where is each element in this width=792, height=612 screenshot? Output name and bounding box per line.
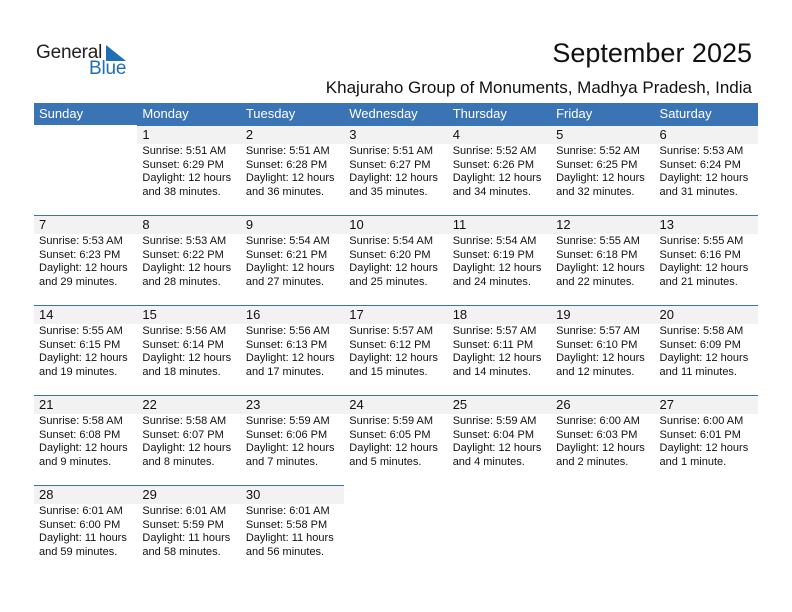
weekday-header-sunday: Sunday bbox=[39, 106, 84, 121]
sunrise-text: Sunrise: 5:57 AM bbox=[556, 325, 640, 337]
daylight-text: Daylight: 12 hours bbox=[245, 172, 335, 185]
sunrise-text: Sunrise: 5:57 AM bbox=[452, 325, 537, 337]
daylight-text: Daylight: 11 hours bbox=[245, 532, 334, 545]
day-number: 13 bbox=[655, 216, 758, 234]
daylight-minutes-text: and 14 minutes. bbox=[452, 365, 531, 378]
sunset-text: Sunset: 6:19 PM bbox=[452, 248, 535, 261]
daylight-minutes-text: and 27 minutes. bbox=[245, 275, 325, 288]
day-cell bbox=[655, 215, 758, 305]
day-cell bbox=[34, 305, 137, 395]
sunset-text: Sunset: 6:04 PM bbox=[452, 428, 535, 441]
sunset-text: Sunset: 6:07 PM bbox=[142, 428, 224, 441]
sunset-text: Sunset: 6:23 PM bbox=[39, 248, 121, 261]
day-info bbox=[551, 414, 654, 469]
daylight-text: Daylight: 12 hours bbox=[452, 262, 542, 275]
day-info bbox=[344, 414, 447, 469]
daylight-minutes-text: and 18 minutes. bbox=[142, 365, 221, 378]
daylight-minutes-text: and 11 minutes. bbox=[659, 365, 737, 378]
daylight-minutes-text: and 15 minutes. bbox=[349, 365, 428, 378]
day-number: 30 bbox=[241, 486, 344, 504]
day-info bbox=[241, 144, 344, 199]
day-info bbox=[655, 234, 758, 289]
sunrise-text: Sunrise: 6:01 AM bbox=[142, 505, 227, 517]
sunrise-text: Sunrise: 5:54 AM bbox=[245, 235, 330, 247]
week-row bbox=[34, 305, 758, 395]
day-info bbox=[448, 234, 551, 289]
day-cell bbox=[34, 395, 137, 485]
daylight-minutes-text: and 22 minutes. bbox=[556, 275, 635, 288]
sunrise-text: Sunrise: 5:55 AM bbox=[39, 325, 123, 337]
daylight-text: Daylight: 12 hours bbox=[142, 442, 232, 455]
day-number: 9 bbox=[241, 216, 344, 234]
daylight-text: Daylight: 12 hours bbox=[245, 262, 335, 275]
day-info bbox=[551, 324, 654, 379]
week-row bbox=[34, 485, 758, 575]
day-cell bbox=[241, 305, 344, 395]
day-info bbox=[137, 504, 240, 559]
day-cell bbox=[655, 125, 758, 215]
sunset-text: Sunset: 6:09 PM bbox=[659, 338, 741, 351]
daylight-text: Daylight: 12 hours bbox=[349, 172, 438, 185]
week-row bbox=[34, 395, 758, 485]
day-number: 1 bbox=[137, 126, 240, 144]
weekday-header-row bbox=[34, 103, 758, 125]
empty-day-cell bbox=[34, 125, 137, 215]
sunrise-text: Sunrise: 5:54 AM bbox=[452, 235, 537, 247]
day-cell bbox=[137, 485, 240, 575]
daylight-text: Daylight: 12 hours bbox=[659, 262, 749, 275]
day-cell bbox=[448, 395, 551, 485]
daylight-text: Daylight: 12 hours bbox=[245, 352, 335, 365]
daylight-text: Daylight: 12 hours bbox=[659, 352, 749, 365]
weekday-header-tuesday: Tuesday bbox=[245, 106, 296, 121]
sunrise-text: Sunrise: 5:56 AM bbox=[245, 325, 330, 337]
sunset-text: Sunset: 6:13 PM bbox=[245, 338, 328, 351]
sunset-text: Sunset: 6:06 PM bbox=[245, 428, 328, 441]
daylight-text: Daylight: 12 hours bbox=[556, 262, 645, 275]
daylight-minutes-text: and 5 minutes. bbox=[349, 455, 422, 468]
day-info bbox=[137, 414, 240, 469]
sunrise-text: Sunrise: 5:53 AM bbox=[659, 145, 744, 157]
daylight-minutes-text: and 38 minutes. bbox=[142, 185, 221, 198]
day-number: 3 bbox=[344, 126, 447, 144]
day-number: 20 bbox=[655, 306, 758, 324]
weekday-header-monday: Monday bbox=[142, 106, 189, 121]
sunrise-text: Sunrise: 5:57 AM bbox=[349, 325, 434, 337]
daylight-minutes-text: and 25 minutes. bbox=[349, 275, 428, 288]
day-cell bbox=[344, 215, 447, 305]
sunrise-text: Sunrise: 5:59 AM bbox=[245, 415, 330, 427]
daylight-minutes-text: and 12 minutes. bbox=[556, 365, 635, 378]
day-cell bbox=[655, 305, 758, 395]
daylight-minutes-text: and 28 minutes. bbox=[142, 275, 221, 288]
day-cell bbox=[448, 305, 551, 395]
daylight-text: Daylight: 12 hours bbox=[349, 442, 438, 455]
day-info bbox=[34, 234, 137, 289]
daylight-minutes-text: and 7 minutes. bbox=[245, 455, 318, 468]
day-number: 6 bbox=[655, 126, 758, 144]
day-cell bbox=[551, 215, 654, 305]
day-cell bbox=[241, 485, 344, 575]
daylight-text: Daylight: 12 hours bbox=[39, 262, 128, 275]
daylight-text: Daylight: 12 hours bbox=[556, 352, 645, 365]
daylight-minutes-text: and 32 minutes. bbox=[556, 185, 635, 198]
day-info bbox=[655, 414, 758, 469]
sunset-text: Sunset: 6:03 PM bbox=[556, 428, 638, 441]
daylight-text: Daylight: 12 hours bbox=[556, 442, 645, 455]
day-info bbox=[34, 504, 137, 559]
daylight-minutes-text: and 19 minutes. bbox=[39, 365, 118, 378]
daylight-text: Daylight: 11 hours bbox=[39, 532, 127, 545]
sunset-text: Sunset: 6:10 PM bbox=[556, 338, 638, 351]
daylight-minutes-text: and 36 minutes. bbox=[245, 185, 325, 198]
day-number: 24 bbox=[344, 396, 447, 414]
day-number: 12 bbox=[551, 216, 654, 234]
weekday-header-wednesday: Wednesday bbox=[349, 106, 418, 121]
sunrise-text: Sunrise: 5:51 AM bbox=[245, 145, 330, 157]
daylight-minutes-text: and 56 minutes. bbox=[245, 545, 325, 558]
day-number: 15 bbox=[137, 306, 240, 324]
daylight-minutes-text: and 8 minutes. bbox=[142, 455, 215, 468]
sunset-text: Sunset: 5:59 PM bbox=[142, 518, 224, 531]
day-info bbox=[137, 144, 240, 199]
day-cell bbox=[137, 395, 240, 485]
day-number: 19 bbox=[551, 306, 654, 324]
empty-day-cell bbox=[344, 485, 447, 575]
sunset-text: Sunset: 6:25 PM bbox=[556, 158, 638, 171]
day-info bbox=[448, 414, 551, 469]
sunrise-text: Sunrise: 6:00 AM bbox=[659, 415, 744, 427]
day-number: 22 bbox=[137, 396, 240, 414]
sunset-text: Sunset: 6:05 PM bbox=[349, 428, 431, 441]
day-number: 2 bbox=[241, 126, 344, 144]
sunrise-text: Sunrise: 5:55 AM bbox=[659, 235, 744, 247]
day-number: 23 bbox=[241, 396, 344, 414]
sunrise-text: Sunrise: 6:01 AM bbox=[245, 505, 330, 517]
sunset-text: Sunset: 6:01 PM bbox=[659, 428, 741, 441]
day-number: 16 bbox=[241, 306, 344, 324]
daylight-minutes-text: and 9 minutes. bbox=[39, 455, 112, 468]
sunset-text: Sunset: 6:18 PM bbox=[556, 248, 638, 261]
daylight-minutes-text: and 34 minutes. bbox=[452, 185, 531, 198]
daylight-text: Daylight: 12 hours bbox=[245, 442, 335, 455]
daylight-text: Daylight: 12 hours bbox=[349, 352, 438, 365]
day-cell bbox=[34, 215, 137, 305]
day-info bbox=[448, 324, 551, 379]
day-number: 21 bbox=[34, 396, 137, 414]
empty-day-cell bbox=[655, 485, 758, 575]
daylight-text: Daylight: 12 hours bbox=[452, 442, 542, 455]
day-number: 29 bbox=[137, 486, 240, 504]
day-info bbox=[137, 324, 240, 379]
day-info bbox=[344, 324, 447, 379]
daylight-minutes-text: and 4 minutes. bbox=[452, 455, 525, 468]
sunset-text: Sunset: 6:28 PM bbox=[245, 158, 328, 171]
day-number: 11 bbox=[448, 216, 551, 234]
daylight-text: Daylight: 12 hours bbox=[452, 352, 542, 365]
sunrise-text: Sunrise: 5:51 AM bbox=[349, 145, 434, 157]
day-cell bbox=[344, 305, 447, 395]
day-number: 25 bbox=[448, 396, 551, 414]
daylight-text: Daylight: 12 hours bbox=[556, 172, 645, 185]
day-number: 26 bbox=[551, 396, 654, 414]
daylight-minutes-text: and 29 minutes. bbox=[39, 275, 118, 288]
sunset-text: Sunset: 6:16 PM bbox=[659, 248, 741, 261]
day-cell bbox=[655, 395, 758, 485]
empty-day-cell bbox=[551, 485, 654, 575]
sunrise-text: Sunrise: 5:53 AM bbox=[142, 235, 227, 247]
day-number: 18 bbox=[448, 306, 551, 324]
sunset-text: Sunset: 6:27 PM bbox=[349, 158, 431, 171]
daylight-text: Daylight: 12 hours bbox=[142, 352, 232, 365]
day-cell bbox=[137, 125, 240, 215]
daylight-text: Daylight: 12 hours bbox=[349, 262, 438, 275]
sunset-text: Sunset: 6:20 PM bbox=[349, 248, 431, 261]
day-info bbox=[34, 324, 137, 379]
day-number: 28 bbox=[34, 486, 137, 504]
day-info bbox=[344, 144, 447, 199]
daylight-minutes-text: and 58 minutes. bbox=[142, 545, 221, 558]
week-row bbox=[34, 125, 758, 215]
day-cell bbox=[344, 125, 447, 215]
sunrise-text: Sunrise: 5:58 AM bbox=[659, 325, 744, 337]
sunrise-text: Sunrise: 5:52 AM bbox=[452, 145, 537, 157]
sunset-text: Sunset: 6:22 PM bbox=[142, 248, 224, 261]
daylight-minutes-text: and 1 minute. bbox=[659, 455, 727, 468]
daylight-text: Daylight: 12 hours bbox=[452, 172, 542, 185]
day-info bbox=[448, 144, 551, 199]
day-info bbox=[34, 414, 137, 469]
daylight-minutes-text: and 17 minutes. bbox=[245, 365, 325, 378]
sunrise-text: Sunrise: 5:56 AM bbox=[142, 325, 227, 337]
sunset-text: Sunset: 6:14 PM bbox=[142, 338, 224, 351]
sunrise-text: Sunrise: 6:00 AM bbox=[556, 415, 640, 427]
sunrise-text: Sunrise: 5:58 AM bbox=[39, 415, 123, 427]
daylight-minutes-text: and 35 minutes. bbox=[349, 185, 428, 198]
daylight-minutes-text: and 59 minutes. bbox=[39, 545, 118, 558]
empty-day-cell bbox=[448, 485, 551, 575]
daylight-text: Daylight: 12 hours bbox=[659, 442, 749, 455]
day-info bbox=[137, 234, 240, 289]
week-row bbox=[34, 215, 758, 305]
day-info bbox=[655, 144, 758, 199]
day-cell bbox=[344, 395, 447, 485]
day-number: 4 bbox=[448, 126, 551, 144]
day-number: 14 bbox=[34, 306, 137, 324]
sunrise-text: Sunrise: 5:59 AM bbox=[349, 415, 434, 427]
sunset-text: Sunset: 6:26 PM bbox=[452, 158, 535, 171]
sunrise-text: Sunrise: 5:59 AM bbox=[452, 415, 537, 427]
daylight-minutes-text: and 21 minutes. bbox=[659, 275, 738, 288]
calendar-weeks bbox=[34, 125, 758, 575]
sunset-text: Sunset: 6:15 PM bbox=[39, 338, 121, 351]
sunset-text: Sunset: 6:00 PM bbox=[39, 518, 121, 531]
daylight-text: Daylight: 12 hours bbox=[39, 442, 128, 455]
daylight-text: Daylight: 12 hours bbox=[142, 172, 232, 185]
page-title: September 2025 bbox=[552, 38, 752, 68]
sunrise-text: Sunrise: 6:01 AM bbox=[39, 505, 123, 517]
day-info bbox=[655, 324, 758, 379]
daylight-text: Daylight: 12 hours bbox=[142, 262, 232, 275]
day-cell bbox=[34, 485, 137, 575]
day-cell bbox=[137, 305, 240, 395]
daylight-text: Daylight: 12 hours bbox=[659, 172, 749, 185]
day-number: 10 bbox=[344, 216, 447, 234]
weekday-header-friday: Friday bbox=[556, 106, 593, 121]
sunset-text: Sunset: 6:12 PM bbox=[349, 338, 431, 351]
day-info bbox=[241, 504, 344, 559]
day-cell bbox=[241, 395, 344, 485]
daylight-minutes-text: and 24 minutes. bbox=[452, 275, 531, 288]
day-number: 27 bbox=[655, 396, 758, 414]
sunset-text: Sunset: 6:08 PM bbox=[39, 428, 121, 441]
sunrise-text: Sunrise: 5:51 AM bbox=[142, 145, 227, 157]
day-info bbox=[344, 234, 447, 289]
day-cell bbox=[241, 125, 344, 215]
day-info bbox=[551, 234, 654, 289]
daylight-text: Daylight: 11 hours bbox=[142, 532, 231, 545]
sunrise-text: Sunrise: 5:53 AM bbox=[39, 235, 123, 247]
sunset-text: Sunset: 6:21 PM bbox=[245, 248, 328, 261]
day-cell bbox=[551, 395, 654, 485]
weekday-header-saturday: Saturday bbox=[659, 106, 712, 121]
sunset-text: Sunset: 6:24 PM bbox=[659, 158, 741, 171]
logo-word-blue: Blue bbox=[89, 58, 127, 79]
weekday-header-thursday: Thursday bbox=[452, 106, 507, 121]
sunrise-text: Sunrise: 5:52 AM bbox=[556, 145, 640, 157]
day-cell bbox=[448, 125, 551, 215]
logo-word-general: General bbox=[36, 42, 103, 63]
day-info bbox=[241, 324, 344, 379]
day-cell bbox=[551, 305, 654, 395]
day-info bbox=[241, 234, 344, 289]
day-cell bbox=[137, 215, 240, 305]
daylight-text: Daylight: 12 hours bbox=[39, 352, 128, 365]
sunset-text: Sunset: 6:29 PM bbox=[142, 158, 224, 171]
day-cell bbox=[551, 125, 654, 215]
location-subtitle: Khajuraho Group of Monuments, Madhya Pradesh, India bbox=[325, 78, 752, 97]
sunset-text: Sunset: 6:11 PM bbox=[452, 338, 534, 351]
day-cell bbox=[241, 215, 344, 305]
daylight-minutes-text: and 31 minutes. bbox=[659, 185, 738, 198]
day-number: 17 bbox=[344, 306, 447, 324]
day-number: 5 bbox=[551, 126, 654, 144]
day-info bbox=[241, 414, 344, 469]
day-info bbox=[551, 144, 654, 199]
daylight-minutes-text: and 2 minutes. bbox=[556, 455, 629, 468]
sunrise-text: Sunrise: 5:55 AM bbox=[556, 235, 640, 247]
day-number: 7 bbox=[34, 216, 137, 234]
day-cell bbox=[448, 215, 551, 305]
calendar-grid bbox=[34, 103, 758, 575]
day-number: 8 bbox=[137, 216, 240, 234]
sunrise-text: Sunrise: 5:54 AM bbox=[349, 235, 434, 247]
sunset-text: Sunset: 5:58 PM bbox=[245, 518, 328, 531]
sunrise-text: Sunrise: 5:58 AM bbox=[142, 415, 227, 427]
logo bbox=[36, 42, 136, 82]
